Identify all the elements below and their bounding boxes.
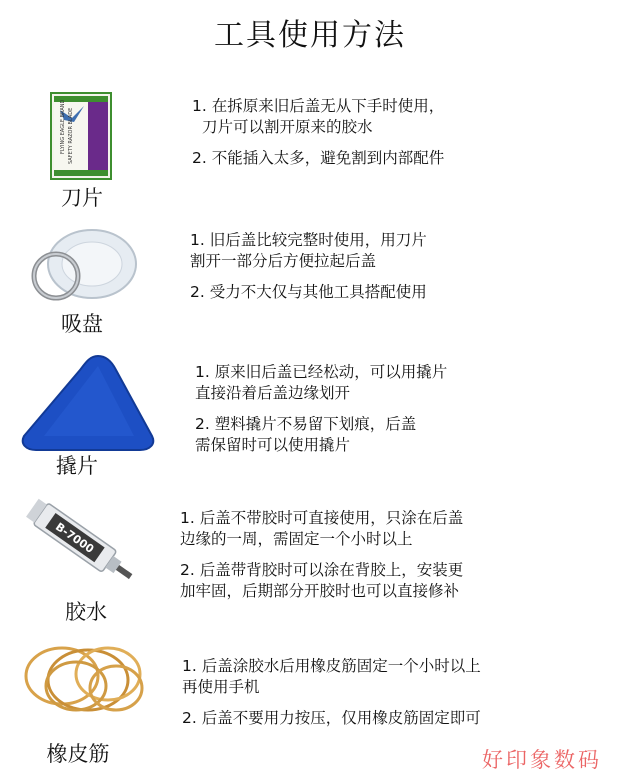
- description-line: 2. 塑料撬片不易留下划痕，后盖: [195, 415, 417, 433]
- page-title: 工具使用方法: [214, 18, 406, 53]
- tool-label-pry-tool: 撬片: [56, 454, 98, 478]
- description-line: 刀片可以割开原来的胶水: [202, 118, 373, 136]
- description-line: 需保留时可以使用撬片: [195, 436, 351, 454]
- glue-tube-image: [12, 490, 152, 600]
- tool-label-rubber-band: 橡皮筋: [46, 742, 110, 766]
- tool-description-glue: [180, 508, 463, 602]
- description-line: 加牢固，后期部分开胶时也可以直接修补: [180, 582, 460, 600]
- description-line: 直接沿着后盖边缘划开: [195, 384, 351, 402]
- tool-description-pry-tool: [195, 362, 447, 456]
- glue-brand-text: B-7000: [53, 520, 97, 556]
- watermark: 好印象数码: [482, 748, 602, 772]
- description-line: 1. 旧后盖比较完整时使用，用刀片: [190, 231, 427, 249]
- description-line: 1. 在拆原来旧后盖无从下手时使用，: [192, 97, 445, 115]
- plastic-pry-tool-image: [18, 352, 158, 454]
- description-line: 边缘的一周，需固定一个小时以上: [180, 530, 413, 548]
- description-line: 2. 受力不大仅与其他工具搭配使用: [190, 283, 427, 301]
- tool-description-suction-cup: [190, 230, 427, 303]
- blade-pack-text-2: SAFETY RAZOR BLADE: [68, 107, 74, 164]
- description-line: 1. 后盖不带胶时可直接使用，只涂在后盖: [180, 509, 464, 527]
- tool-label-blade: 刀片: [61, 186, 103, 210]
- description-line: 2. 后盖不要用力按压，仅用橡皮筋固定即可: [182, 709, 481, 727]
- tool-label-suction-cup: 吸盘: [61, 312, 103, 336]
- rubber-bands-image: [18, 640, 148, 718]
- suction-cup-image: [24, 222, 144, 312]
- description-line: 2. 不能插入太多，避免割到内部配件: [192, 149, 445, 167]
- tool-description-rubber-band: [182, 656, 481, 729]
- tool-label-glue: 胶水: [65, 600, 107, 624]
- blade-pack-text-1: FLYING EAGLE BRAND: [60, 99, 66, 154]
- razor-blade-image: [50, 92, 112, 180]
- description-line: 1. 原来旧后盖已经松动，可以用撬片: [195, 363, 448, 381]
- description-line: 割开一部分后方便拉起后盖: [190, 252, 377, 270]
- description-line: 1. 后盖涂胶水后用橡皮筋固定一个小时以上: [182, 657, 481, 675]
- description-line: 再使用手机: [182, 678, 260, 696]
- description-line: 2. 后盖带背胶时可以涂在背胶上，安装更: [180, 561, 464, 579]
- tool-description-blade: [192, 96, 444, 169]
